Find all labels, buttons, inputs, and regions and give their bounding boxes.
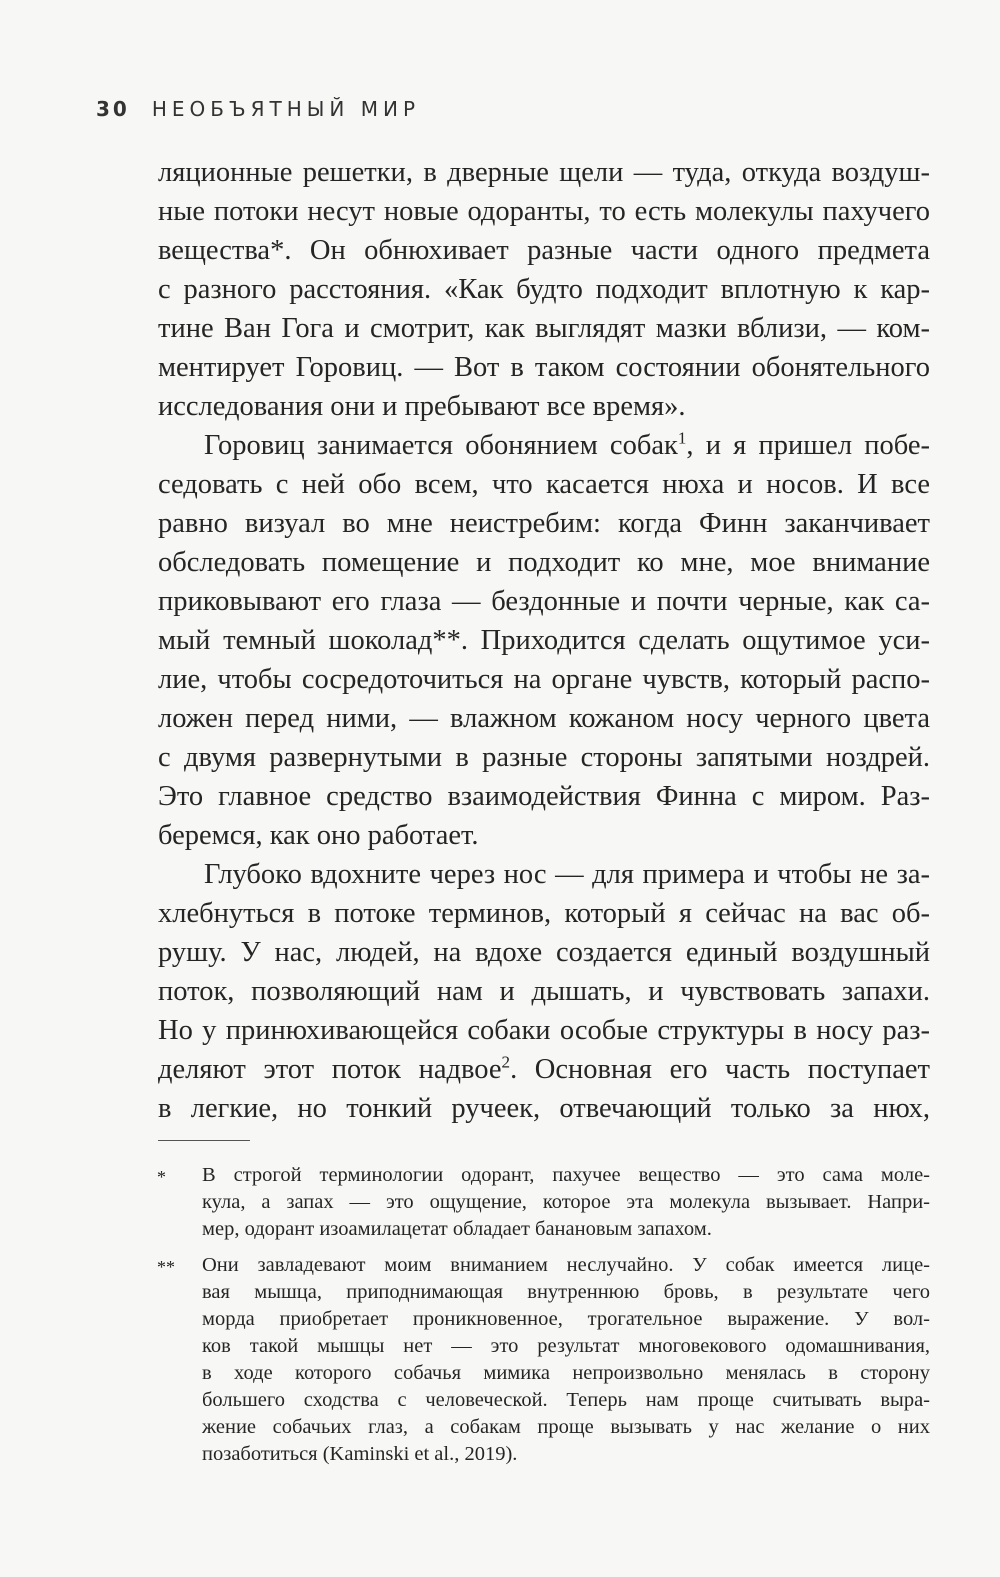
body-line: седовать с ней обо всем, что касается нюха и носов. И все: [158, 469, 930, 500]
body-line: исследования они и пребывают все время».: [158, 391, 686, 422]
body-line: ные потоки несут новые одоранты, то есть молекулы пахучего: [158, 196, 930, 227]
body-line: равно визуал во мне неистребим: когда Финн заканчивает: [158, 508, 930, 539]
body-line: обследовать помещение и подходит ко мне, мое внимание: [158, 547, 930, 578]
footnote-mark: *: [157, 1167, 166, 1187]
footnote-line: морда приобретает проникновенное, трогательное выражение. У вол-: [202, 1308, 930, 1330]
footnote-separator: [158, 1140, 250, 1141]
body-line: хлебнуться в потоке терминов, который я сейчас на вас об-: [158, 898, 930, 929]
endnote-ref: 2: [501, 1052, 511, 1072]
footnote-line: В строгой терминологии одорант, пахучее вещество — это сама моле-: [202, 1164, 930, 1186]
footnote-line: большего сходства с человеческой. Теперь нам проще считывать выра-: [202, 1389, 930, 1411]
body-line: в легкие, но тонкий ручеек, отвечающий только за нюх,: [158, 1093, 930, 1124]
body-line: лие, чтобы сосредоточиться на органе чувств, который распо-: [158, 664, 930, 695]
running-title: НЕОБЪЯТНЫЙ МИР: [151, 97, 421, 121]
footnote-mark: **: [157, 1257, 175, 1277]
footnote-line: мер, одорант изоамилацетат обладает банановым запахом.: [202, 1218, 712, 1240]
body-line: вещества*. Он обнюхивает разные части одного предмета: [158, 235, 930, 266]
body-line: ложен перед ними, — влажном кожаном носу черного цвета: [158, 703, 930, 734]
body-line: приковывают его глаза — бездонные и почти черные, как са-: [158, 586, 930, 617]
body-line: Это главное средство взаимодействия Финна с миром. Раз-: [158, 781, 930, 812]
body-line: мый темный шоколад**. Приходится сделать ощутимое уси-: [158, 625, 930, 656]
running-header: [96, 97, 420, 121]
footnote-line: жение собачьих глаз, а собакам проще вызывать у нас желание о них: [202, 1416, 930, 1438]
page-number: 30: [96, 97, 130, 121]
body-line: ляционные решетки, в дверные щели — туда, откуда воздуш-: [158, 157, 930, 188]
body-line: беремся, как оно работает.: [158, 820, 479, 851]
body-line: тине Ван Гога и смотрит, как выглядят мазки вблизи, — ком-: [158, 313, 930, 344]
body-line: с разного расстояния. «Как будто подходит вплотную к кар-: [158, 274, 930, 305]
body-line: Но у принюхивающейся собаки особые структуры в носу раз-: [158, 1015, 930, 1046]
footnote-line: Они завладевают моим вниманием неслучайно. У собак имеется лице-: [202, 1254, 930, 1276]
line-text: . Основная его часть поступает: [510, 1054, 930, 1085]
footnote-line: в ходе которого собачья мимика непроизвольно менялась в сторону: [202, 1362, 930, 1384]
body-line: ментирует Горовиц. — Вот в таком состоянии обонятельного: [158, 352, 930, 383]
endnote-ref: 1: [677, 428, 687, 448]
line-text: деляют этот поток надвое: [158, 1054, 502, 1085]
body-line: Глубоко вдохните через нос — для примера и чтобы не за-: [204, 859, 930, 890]
line-text: , и я пришел побе-: [686, 430, 931, 461]
body-line: [204, 428, 930, 464]
body-line: с двумя развернутыми в разные стороны запятыми ноздрей.: [158, 742, 930, 773]
footnote-line: позаботиться (Kaminski et al., 2019).: [202, 1443, 518, 1465]
line-text: Горовиц занимается обонянием собак: [204, 430, 678, 461]
body-line: [158, 1052, 930, 1088]
body-line: рушу. У нас, людей, на вдохе создается единый воздушный: [158, 937, 930, 968]
footnote-line: кула, а запах — это ощущение, которое эта молекула вызывает. Напри-: [202, 1191, 930, 1213]
body-line: поток, позволяющий нам и дышать, и чувствовать запахи.: [158, 976, 930, 1007]
footnote-line: ков такой мышцы нет — это результат многовекового одомашнивания,: [202, 1335, 930, 1357]
footnote-line: вая мышца, приподнимающая внутреннюю бровь, в результате чего: [202, 1281, 930, 1303]
